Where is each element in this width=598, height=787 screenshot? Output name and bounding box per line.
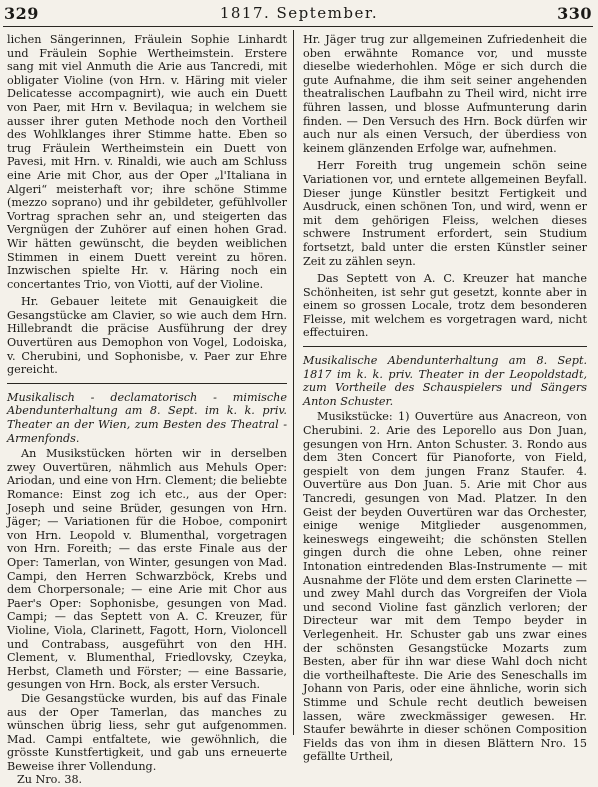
paragraph: Hr. Gebauer leitete mit Genauigkeit die Gesangstücke am Clavier, so wie auch dem Hrn. Hillebrandt die präcise Ausführung der drey Ouvertüren aus Demophon von Vogel, Lodoiska, v. Cherubini, und Sophonisbe, v. Paer zur Ehre gereicht.: [7, 295, 287, 377]
section-heading: Musikalisch - declamatorisch - mimische Abendunterhaltung am 8. Sept. im k. k. priv. Theater an der Wien, zum Besten des Theatral - Armenfonds.: [7, 390, 287, 445]
paragraph: Herr Foreith trug ungemein schön seine Variationen vor, und erntete allgemeinen Beyfall. Dieser junge Künstler besitzt Fertigkeit und Ausdruck, einen schönen Ton, und wird, wenn er mit dem gehörigen Fleiss, welchen dieses schwere Instrument erfordert, sein Studium fortsetzt, bald unter die ersten Künstler seiner Zeit zu zählen seyn.: [303, 159, 587, 268]
header-rule: [3, 26, 593, 27]
section-rule: [7, 383, 287, 384]
paragraph: An Musikstücken hörten wir in derselben zwey Ouvertüren, nähmlich aus Mehuls Oper: Ariodan, und eine von Hrn. Clement; die beliebte Romance: Einst zog ich etc., aus der Oper: Joseph und seine Brüder, gesungen von Hrn. Jäger; — Variationen für die Hoboe, componirt von Hrn. Leopold v. Blumenthal, vorgetragen von Hrn. Foreith; — das erste Finale aus der Oper: Tamerlan, von Winter, gesungen von Mad. Campi, den Herren Schwarzböck, Krebs und dem Chorpersonale; — eine Arie mit Chor aus Paer's Oper: Sophonisbe, gesungen von Mad. Campi; — das Septett von A. C. Kreuzer, für Violine, Viola, Clarinett, Fagott, Horn, Violoncell und Contrabass, ausgeführt von den HH. Clement, v. Blumenthal, Friedlovsky, Czeyka, Herbst, Clameth und Förster; — eine Bassarie, gesungen von Hrn. Bock, als erster Versuch.: [7, 447, 287, 692]
paragraph: Das Septett von A. C. Kreuzer hat manche Schönheiten, ist sehr gut gesetzt, konnte aber in einem so grossen Locale, trotz dem besonderen Fleisse, mit welchem es vorgetragen ward, nicht effectuiren.: [303, 272, 587, 340]
section-rule: [303, 346, 587, 347]
section-heading: Musikalische Abendunterhaltung am 8. Sept. 1817 im k. k. priv. Theater in der Leopoldstadt, zum Vortheile des Schauspielers und Sängers Anton Schuster.: [303, 354, 587, 408]
paragraph: Musikstücke: 1) Ouvertüre aus Anacreon, von Cherubini. 2. Arie des Leporello aus Don Juan, gesungen von Hrn. Anton Schuster. 3. Rondo aus dem 3ten Concert für Pianoforte, von Field, gespielt von dem jungen Franz Staufer. 4. Ouvertüre aus Don Juan. 5. Arie mit Chor aus Tancredi, gesungen von Mad. Platzer. In den Geist der beyden Ouvertüren war das Orchester, einige wenige Mitglieder ausgenommen, keineswegs eingeweiht; die schönsten Stellen gingen durch die ohne Leben, ohne reiner Intonation eintredenden Blas-Instrumente — mit Ausnahme der Flöte und dem ersten Clarinette — und zwey Mahl durch das Vorgreifen der Viola und second Violine fast gänzlich verloren; der Directeur war mit dem Tempo beyder in Verlegenheit. Hr. Schuster gab uns zwar eines der schönsten Gesangstücke Mozarts zum Besten, aber für ihn war diese Wahl doch nicht die vortheilhafteste. Die Arie des Seneschalls im Johann von Paris, oder eine ähnliche, worin sich Stimme und Schule recht deutlich beweisen lassen, wäre zweckmässiger gewesen. Hr. Staufer bewährte in dieser schönen Composition Fields das von ihm in diesen Blättern Nro. 15 gefällte Urtheil,: [303, 410, 587, 764]
left-column: [7, 33, 287, 787]
paragraph: Die Gesangstücke wurden, bis auf das Finale aus der Oper Tamerlan, das manches zu wünschen übrig liess, sehr gut aufgenommen. Mad. Campi entfaltete, wie gewöhnlich, die grösste Kunstfertigkeit, und gab uns erneuerte Beweise ihrer Vollendung.: [7, 691, 287, 773]
right-column: [303, 33, 587, 764]
running-title: 1817. September.: [219, 4, 379, 22]
page-number-left: 329: [4, 4, 39, 23]
page-header: [0, 4, 598, 26]
paragraph: lichen Sängerinnen, Fräulein Sophie Linhardt und Fräulein Sophie Wertheimstein. Erstere sang mit viel Anmuth die Arie aus Tancredi, mit obligater Violine (von Hrn. v. Häring mit vieler Delicatesse accompagnirt), wie auch ein Duett von Paer, mit Hrn v. Bevilaqua; in welchem sie ausser ihrer guten Methode noch den Vortheil des Wohlklanges ihrer Stimme hatte. Eben so trug Fräulein Wertheimstein ein Duett von Pavesi, mit Hrn. v. Rinaldi, wie auch am Schluss eine Arie mit Chor, aus der Oper „l'Italiana in Algeri“ meisterhaft vor; ihre schöne Stimme (mezzo soprano) und ihr gebildeter, gefühlvoller Vortrag sprachen sehr an, und steigerten das Vergnügen der Zuhörer auf einen hohen Grad. Wir hätten gewünscht, die beyden weiblichen Stimmen in einem Duett vereint zu hören. Inzwischen spielte Hr. v. Häring noch ein concertantes Trio, von Viotti, auf der Violine.: [7, 33, 287, 291]
column-divider: [293, 30, 294, 735]
continuation-note: Zu Nro. 38.: [17, 773, 83, 787]
paragraph: Hr. Jäger trug zur allgemeinen Zufriedenheit die oben erwähnte Romance vor, und musste dieselbe wiederhohlen. Möge er sich durch die gute Aufnahme, die ihm seit seiner angehenden theatralischen Laufbahn zu Theil wird, nicht irre führen lassen, und blosse Aufmunterung darin finden. — Den Versuch des Hrn. Bock dürfen wir auch nur als einen Versuch, der überdiess von keinem glänzenden Erfolge war, aufnehmen.: [303, 33, 587, 155]
page-number-right: 330: [557, 4, 592, 23]
